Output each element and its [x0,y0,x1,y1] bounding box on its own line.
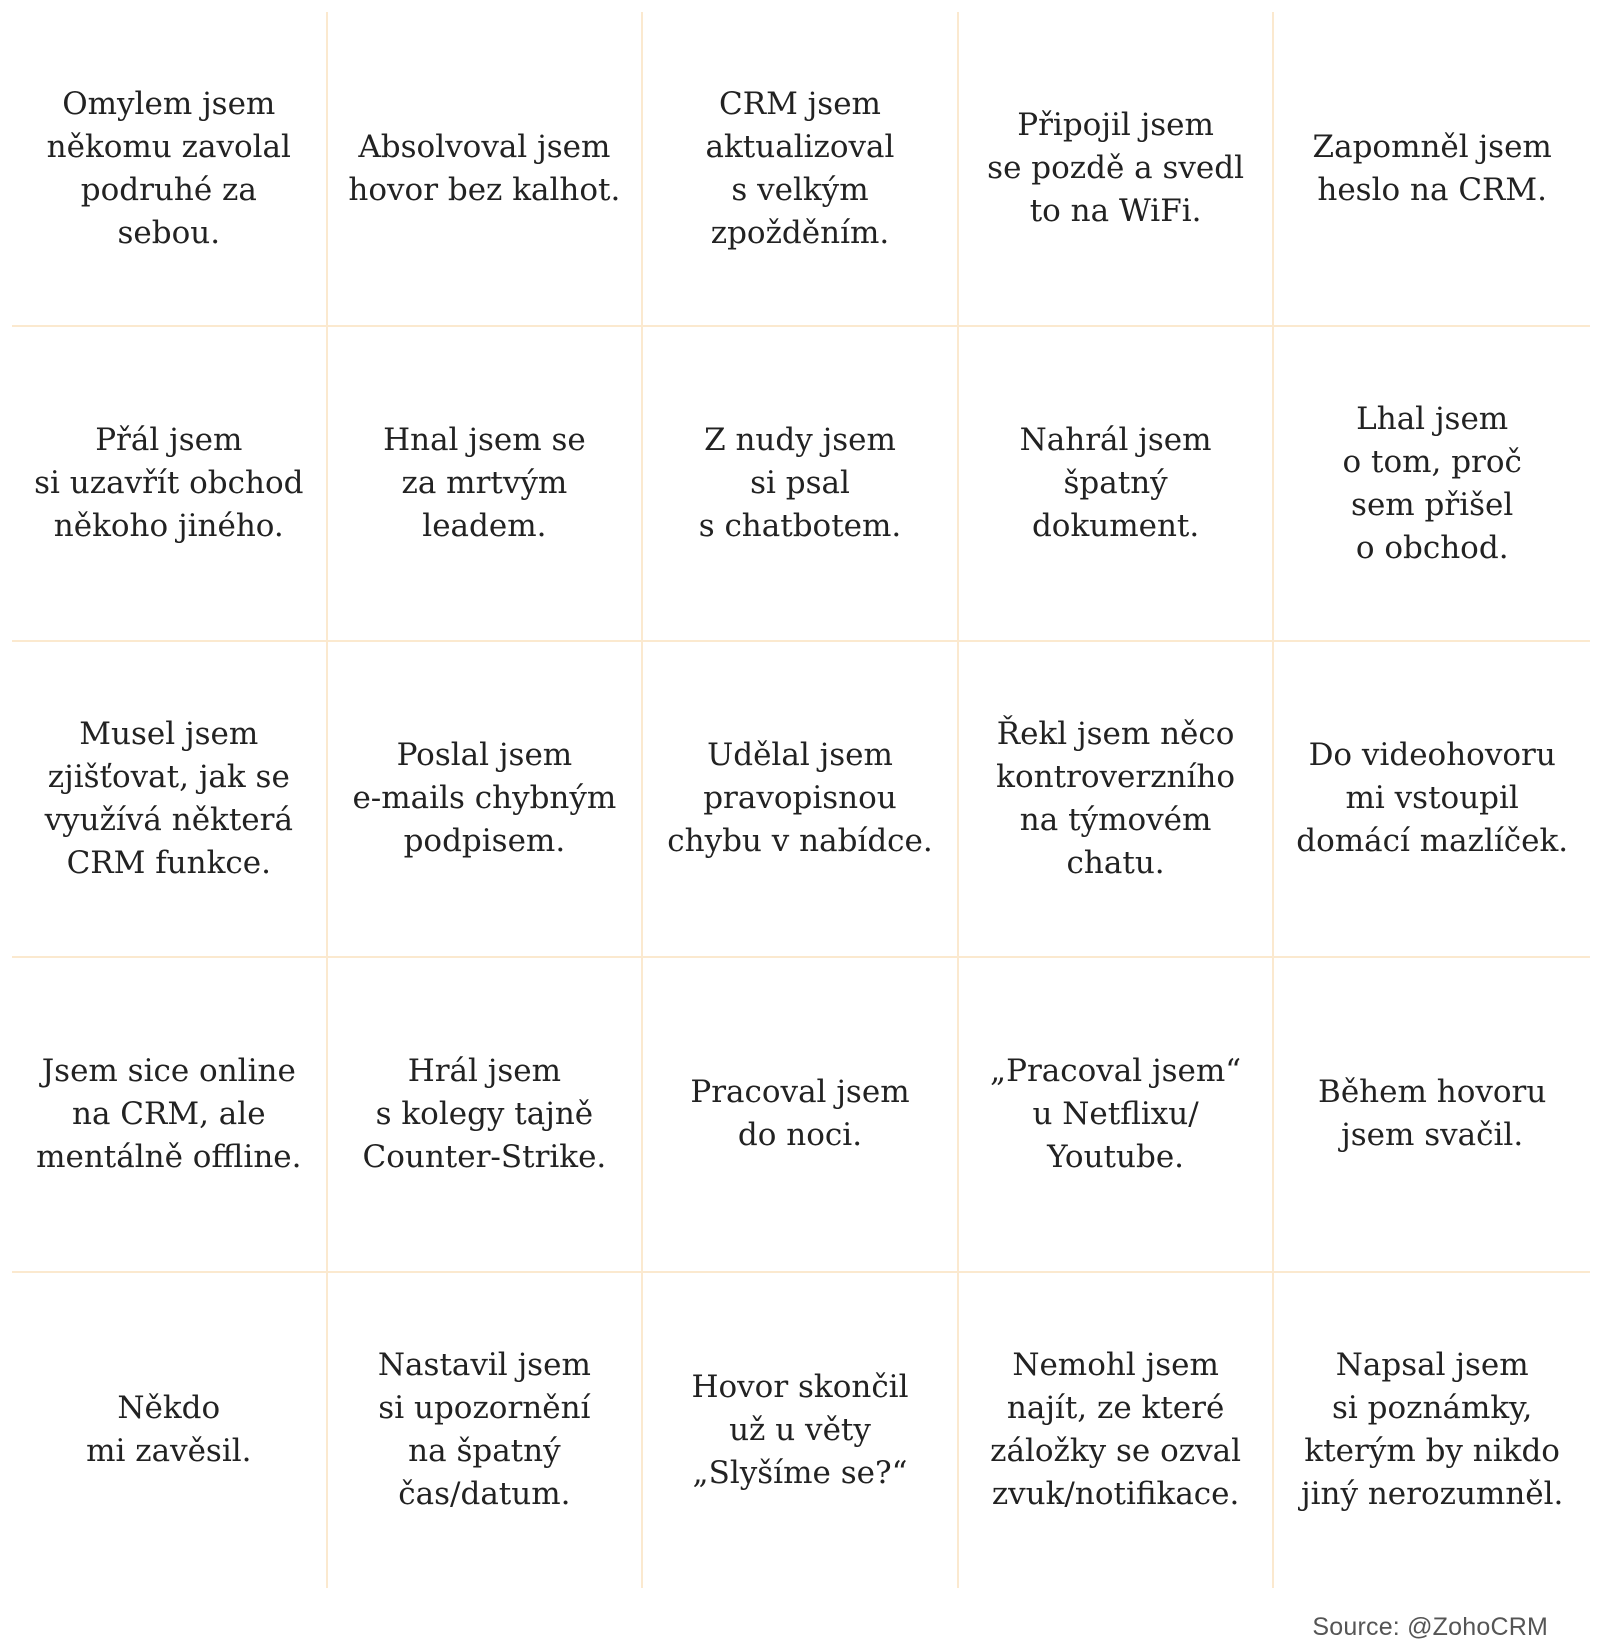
bingo-board [12,12,1590,1588]
bingo-cell [12,642,328,957]
bingo-cell-text: Zapomněl jsem heslo na CRM. [1312,128,1552,208]
bingo-cell [643,327,959,642]
bingo-cell-text: Z nudy jsem si psal s chatbotem. [698,422,902,545]
bingo-cell-text: Hovor skončil už u věty „Slyšíme se?“ [691,1368,909,1491]
bingo-cell [1274,1273,1590,1588]
bingo-cell [643,12,959,327]
bingo-cell [643,642,959,957]
bingo-cell-text: Někdo mi zavěsil. [86,1390,252,1470]
bingo-cell [328,1273,644,1588]
bingo-cell [12,327,328,642]
bingo-cell-text: Napsal jsem si poznámky, kterým by nikdo jiný nerozumněl. [1300,1347,1564,1513]
bingo-cell [1274,642,1590,957]
bingo-cell [328,12,644,327]
bingo-cell-text: Lhal jsem o tom, proč sem přišel o obchod. [1342,400,1522,566]
bingo-cell-text: Do videohovoru mi vstoupil domácí mazlíček. [1296,737,1569,860]
bingo-cell-text: Omylem jsem někomu zavolal podruhé za sebou. [46,85,291,251]
source-credit: Source: @ZohoCRM [1312,1613,1548,1641]
bingo-cell-text: Musel jsem zjišťovat, jak se využívá některá CRM funkce. [44,715,293,881]
bingo-cell-text: Udělal jsem pravopisnou chybu v nabídce. [667,737,933,860]
bingo-cell [1274,327,1590,642]
bingo-cell [959,327,1275,642]
bingo-cell-text: Připojil jsem se pozdě a svedl to na WiFi. [987,107,1245,230]
bingo-cell [12,958,328,1273]
bingo-cell-text: Nastavil jsem si upozornění na špatný čas/datum. [377,1347,591,1513]
bingo-cell [328,642,644,957]
bingo-cell [1274,12,1590,327]
bingo-cell-text: Přál jsem si uzavřít obchod někoho jiného. [34,422,304,545]
bingo-cell-text: Řekl jsem něco kontroverzního na týmovém chatu. [996,715,1236,881]
bingo-cell-text: Absolvoval jsem hovor bez kalhot. [348,128,621,208]
bingo-cell [328,327,644,642]
bingo-cell-text: Hrál jsem s kolegy tajně Counter-Strike. [362,1052,607,1175]
bingo-cell [959,1273,1275,1588]
bingo-cell [12,12,328,327]
bingo-cell-text: „Pracoval jsem“ u Netflixu/ Youtube. [990,1052,1242,1175]
bingo-cell [643,1273,959,1588]
bingo-cell-text: Jsem sice online na CRM, ale mentálně offline. [36,1052,302,1175]
bingo-cell-text: Pracoval jsem do noci. [690,1074,910,1154]
bingo-cell-text: Nahrál jsem špatný dokument. [1019,422,1212,545]
bingo-cell [328,958,644,1273]
bingo-cell-text: CRM jsem aktualizoval s velkým zpožděním. [705,85,895,251]
bingo-cell [959,958,1275,1273]
bingo-cell [959,12,1275,327]
bingo-cell [12,1273,328,1588]
bingo-cell [959,642,1275,957]
bingo-cell-text: Nemohl jsem najít, ze které záložky se ozval zvuk/notifikace. [990,1347,1242,1513]
bingo-cell [1274,958,1590,1273]
bingo-cell-text: Hnal jsem se za mrtvým leadem. [383,422,586,545]
bingo-cell-text: Poslal jsem e-mails chybným podpisem. [352,737,617,860]
bingo-cell [643,958,959,1273]
bingo-cell-text: Během hovoru jsem svačil. [1318,1074,1547,1154]
